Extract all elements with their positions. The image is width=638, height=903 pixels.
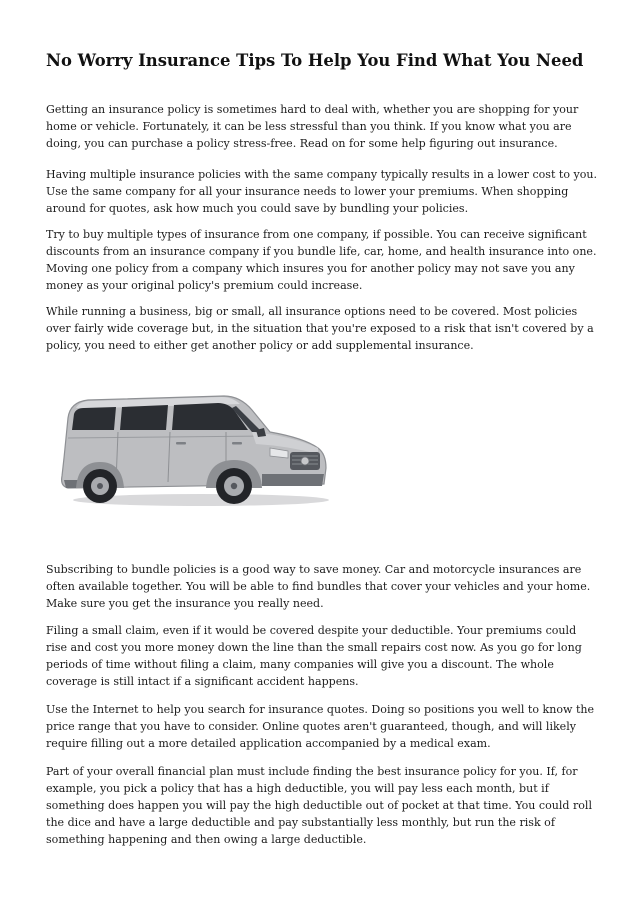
paragraph-intro: Getting an insurance policy is sometimes hard to deal with, whether you are shopping for your home or vehicle. Fortunately, it can be less stressful than you think. If you know what you are doing, you can purchase a policy stress-free. Read on for some help figuring out insurance.	[46, 103, 579, 151]
van-illustration	[56, 388, 332, 508]
paragraph-small-claim: Filing a small claim, even if it would be covered despite your deductible. Your premiums could rise and cost you more money down the line than the small repairs cost now. As you go for long periods of time without filing a claim, many companies will give you a discount. The whole coverage is still intact if a significant accident happens.	[46, 624, 582, 689]
paragraph-bundle-types: Try to buy multiple types of insurance from one company, if possible. You can receive significant discounts from an insurance company if you bundle life, car, home, and health insurance into one. Moving one policy from a company which insures you for another policy may not save you any money as your original policy's premium could increase.	[46, 228, 597, 293]
van-image	[56, 388, 332, 508]
paragraph-business: While running a business, big or small, all insurance options need to be covered. Most policies over fairly wide coverage but, in the situation that you're exposed to a risk that isn't covered by a policy, you need to either get another policy or add supplemental insurance.	[46, 305, 594, 353]
paragraph-multiple-policies: Having multiple insurance policies with the same company typically results in a lower cost to you. Use the same company for all your insurance needs to lower your premiums. When shopping around for quotes, ask how much you could save by bundling your policies.	[46, 168, 598, 216]
paragraph-financial-plan: Part of your overall financial plan must include finding the best insurance policy for you. If, for example, you pick a policy that has a high deductible, you will pay less each month, but if something does happen you will pay the high deductible out of pocket at that time. You could roll the dice and have a large deductible and pay substantially less monthly, but run the risk of something happening and then owing a large deductible.	[46, 765, 592, 847]
page-title: No Worry Insurance Tips To Help You Find What You Need	[46, 51, 584, 70]
paragraph-bundle-savings: Subscribing to bundle policies is a good way to save money. Car and motorcycle insurances are often available together. You will be able to find bundles that cover your vehicles and your home. Make sure you get the insurance you really need.	[46, 563, 591, 611]
paragraph-online-quotes: Use the Internet to help you search for insurance quotes. Doing so positions you well to know the price range that you have to consider. Online quotes aren't guaranteed, though, and will likely require filling out a more detailed application accompanied by a medical exam.	[46, 703, 595, 751]
